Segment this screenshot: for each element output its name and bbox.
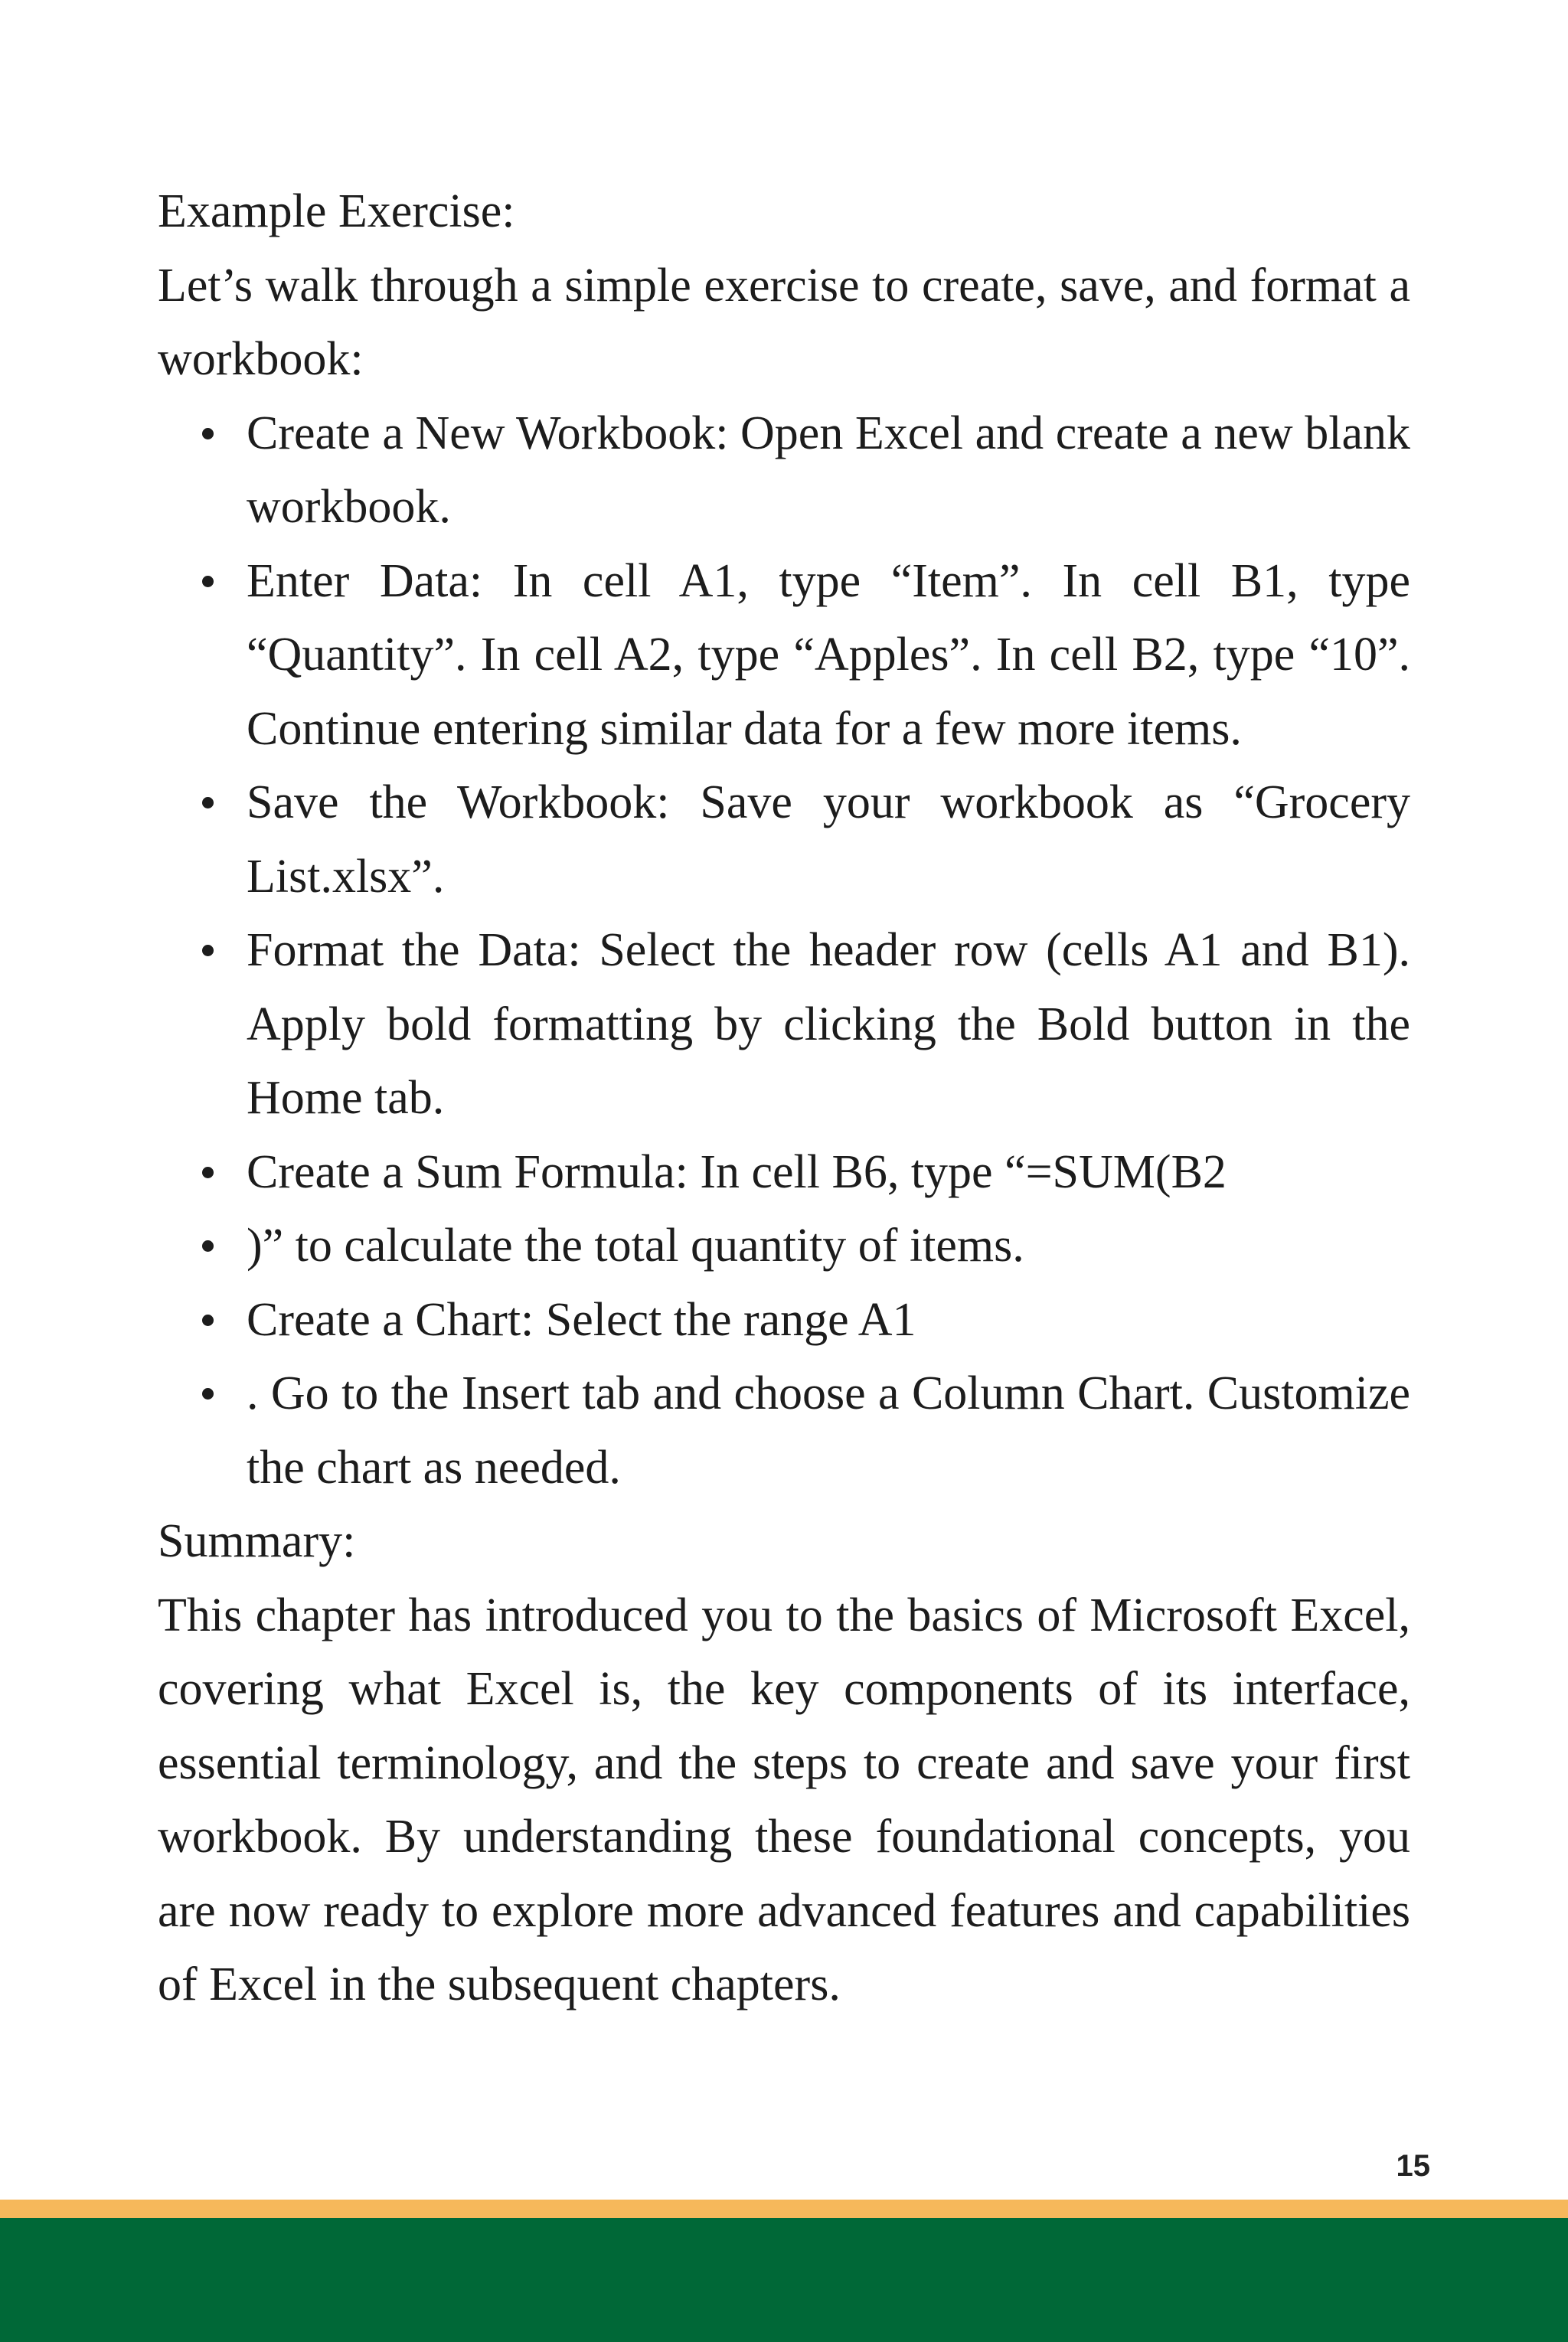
list-item (247, 397, 1410, 544)
summary-heading: Summary: (158, 1515, 356, 1567)
bullet-dot-icon (202, 428, 214, 439)
list-item-text: Enter Data: In cell A1, type “Item”. In cell B1, type “Quantity”. In cell A2, type “Apples”. In cell B2, type “10”. Continue entering similar data for a few more items. (247, 554, 1410, 755)
exercise-heading: Example Exercise: (158, 185, 515, 237)
list-item (247, 544, 1410, 766)
list-item (247, 913, 1410, 1135)
bullet-dot-icon (202, 1315, 214, 1326)
list-item-text: Create a New Workbook: Open Excel and create a new blank workbook. (247, 407, 1410, 533)
list-item (247, 766, 1410, 913)
footer-stripe (0, 2200, 1568, 2218)
summary-text: This chapter has introduced you to the basics of Microsoft Excel, covering what Excel is, the key components of its interface, essential terminology, and the steps to create and save your first workbook. By understanding these foundational concepts, you are now ready to explore more advanced features and capabilities of Excel in the subsequent chapters. (158, 1589, 1410, 2010)
bullet-dot-icon (202, 945, 214, 956)
list-item (247, 1209, 1410, 1283)
list-item-text: Create a Sum Formula: In cell B6, type “=SUM(B2 (247, 1145, 1227, 1198)
page-number: 15 (1396, 2149, 1430, 2183)
bullet-dot-icon (202, 576, 214, 587)
bullet-dot-icon (202, 1388, 214, 1400)
list-item-text: Save the Workbook: Save your workbook as “Grocery List.xlsx”. (247, 776, 1410, 903)
page-content (158, 175, 1410, 2022)
footer-band (0, 2218, 1568, 2342)
list-item (247, 1357, 1410, 1504)
exercise-intro: Let’s walk through a simple exercise to create, save, and format a workbook: (158, 259, 1410, 385)
bullet-dot-icon (202, 1240, 214, 1252)
list-item-text: Format the Data: Select the header row (cells A1 and B1). Apply bold formatting by clicking the Bold button in the Home tab. (247, 924, 1410, 1124)
list-item-text: )” to calculate the total quantity of items. (247, 1220, 1024, 1272)
list-item-text: . Go to the Insert tab and choose a Column Chart. Customize the chart as needed. (247, 1367, 1410, 1494)
list-item (247, 1135, 1410, 1210)
list-item-text: Create a Chart: Select the range A1 (247, 1293, 916, 1346)
steps-list (158, 397, 1410, 1505)
bullet-dot-icon (202, 797, 214, 808)
list-item (247, 1283, 1410, 1357)
bullet-dot-icon (202, 1167, 214, 1178)
